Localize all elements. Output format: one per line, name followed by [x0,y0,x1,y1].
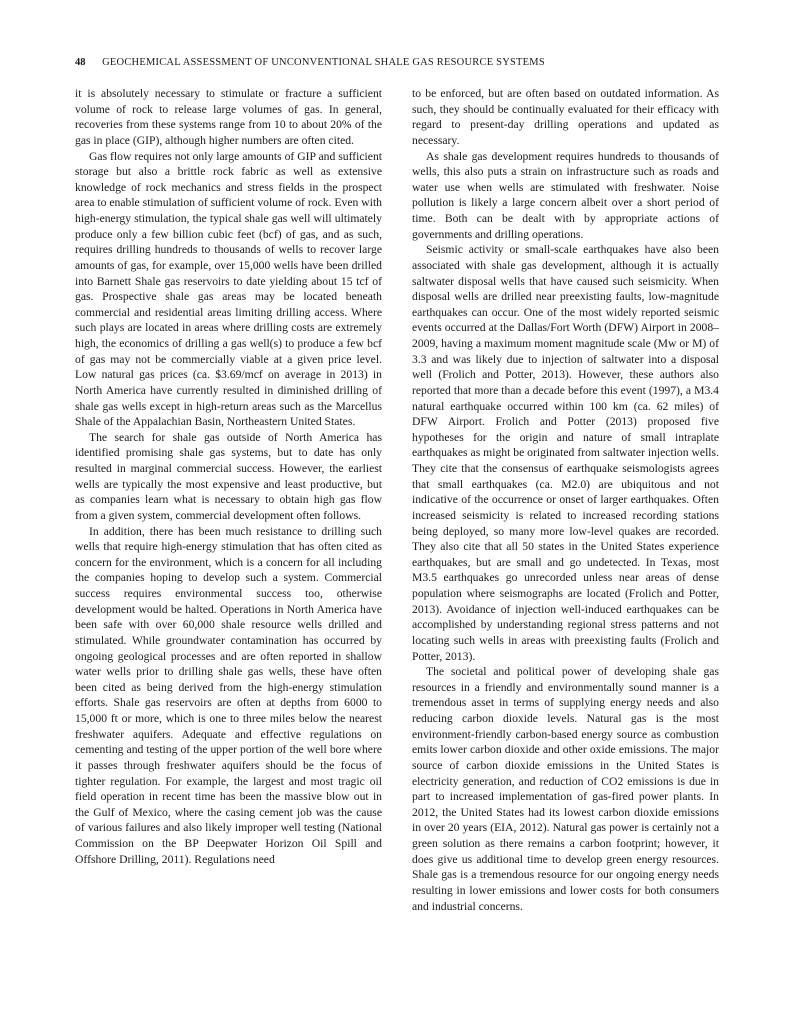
paragraph: to be enforced, but are often based on outdated information. As such, they should be continually evaluated for their efficacy with regard to present-day drilling operations and updated as necessary. [412,87,719,147]
running-title: GEOCHEMICAL ASSESSMENT OF UNCONVENTIONAL SHALE GAS RESOURCE SYSTEMS [102,57,545,68]
paragraph: Seismic activity or small-scale earthquakes have also been associated with shale gas development, although it is actually saltwater disposal wells that have caused such seismicity. When disposal wells are drilled near preexisting faults, low-magnitude earthquakes can occur. One of the most widely reported seismic events occurred at the Dallas/Fort Worth (DFW) Airport in 2008–2009, having a maximum moment magnitude scale (Mw or M) of 3.3 and was likely due to injection of saltwater into a disposal well (Frolich and Potter, 2013). However, these authors also reported that more than a decade before this event (1997), a M3.4 natural earthquake occurred within 100 km (ca. 62 miles) of DFW Airport. Frolich and Potter (2013) proposed five hypotheses for the origin and nature of small intraplate earthquakes as might be originated from saltwater injection wells. They cite that the consensus of earthquake seismologists agrees that small earthquakes (ca. M2.0) are ubiquitous and not indicative of the occurrence or onset of larger earthquakes. Often increased seismicity is related to increased recording stations being deployed, so many more low-level quakes are recorded. They also cite that all 50 states in the United States experience earthquakes, but are small and go undetected. In Texas, most M3.5 earthquakes go unrecorded unless near areas of dense population where seismographs are located (Frolich and Potter, 2013). Avoidance of injection well-induced earthquakes can be accomplished by understanding regional stress patterns and not locating such wells in areas with preexisting faults (Frolich and Potter, 2013). [412,243,719,663]
right-column [412,86,719,914]
paragraph: it is absolutely necessary to stimulate or fracture a sufficient volume of rock to release large volumes of gas. In general, recoveries from these systems range from 10 to about 20% of the gas in place (GIP), although higher numbers are often cited. [75,87,382,147]
page-header [75,56,735,72]
paragraph: In addition, there has been much resistance to drilling such wells that require high-energy stimulation that has often cited as concern for the environment, which is a concern for all including the companies hoping to develop such a system. Commercial success requires environmental success too, otherwise development would be halted. Operations in North America have been safe with over 60,000 shale resource wells drilled and stimulated. While groundwater contamination has occurred by ongoing geological processes and are often reported in shallow water wells prior to drilling shale gas wells, these have often been cited as being derived from the high-energy stimulation efforts. Shale gas reservoirs are often at depths from 6000 to 15,000 ft or more, which is one to three miles below the nearest freshwater aquifers. Adequate and effective regulations on cementing and testing of the upper portion of the well bore where it passes through freshwater aquifers should be the focus of tighter regulation. For example, the largest and most tragic oil field operation in recent time has been the massive blow out in the Gulf of Mexico, where the casing cement job was the cause of various failures and also likely improper well testing (National Commission on the BP Deepwater Horizon Oil Spill and Offshore Drilling, 2011). Regulations need [75,524,382,866]
paragraph: The societal and political power of developing shale gas resources in a friendly and environmentally sound manner is a tremendous asset in terms of supplying energy needs and also reducing carbon dioxide levels. Natural gas is the most environment-friendly carbon-based energy source as combustion emits lower carbon dioxide and other oxide emissions. The major source of carbon dioxide emissions in the United States is electricity generation, and reduction of CO2 emissions is due in part to increased implementation of gas-fired power plants. In 2012, the United States had its lowest carbon dioxide emissions in over 20 years (EIA, 2012). Natural gas power is certainly not a green solution as there remains a carbon footprint; however, it does give us additional time to develop green energy resources. Shale gas is a tremendous resource for our ongoing energy needs resulting in lower emissions and lower costs for both consumers and industrial concerns. [412,665,719,913]
paragraph: The search for shale gas outside of North America has identified promising shale gas systems, but to date has only resulted in marginal commercial success. However, the earliest wells are typically the most expensive and least productive, but as companies learn what is necessary to obtain high gas flow from a given system, commercial development often follows. [75,430,382,522]
paragraph: Gas flow requires not only large amounts of GIP and sufficient storage but also a brittle rock fabric as well as extensive knowledge of rock mechanics and stress fields in the prospect area to enable stimulation of sufficient volume of rock. Even with high-energy stimulation, the typical shale gas well will ultimately produce only a few billion cubic feet (bcf) of gas, and as such, requires drilling hundreds to thousands of wells to recover large amounts of gas, for example, over 15,000 wells have been drilled into Barnett Shale gas reservoirs to date yielding about 15 tcf of gas. Prospective shale gas areas may be located beneath commercial and residential areas limiting drilling access. Where such plays are located in areas where drilling costs are extremely high, the economics of drilling a gas well(s) to produce a few bcf of gas may not be commercially viable at a given price level. Low natural gas prices (ca. $3.69/mcf on average in 2013) in North America have currently resulted in diminished drilling of shale gas wells except in high-return areas such as the Marcellus Shale of the Appalachian Basin, Northeastern United States. [75,149,382,429]
left-column [75,86,382,867]
paragraph: As shale gas development requires hundreds to thousands of wells, this also puts a strain on infrastructure such as roads and water use when wells are stimulated with freshwater. Noise pollution is likely a large concern albeit over a short period of time. Both can be dealt with by appropriate actions of governments and drilling operations. [412,149,719,241]
page-number: 48 [75,57,86,68]
